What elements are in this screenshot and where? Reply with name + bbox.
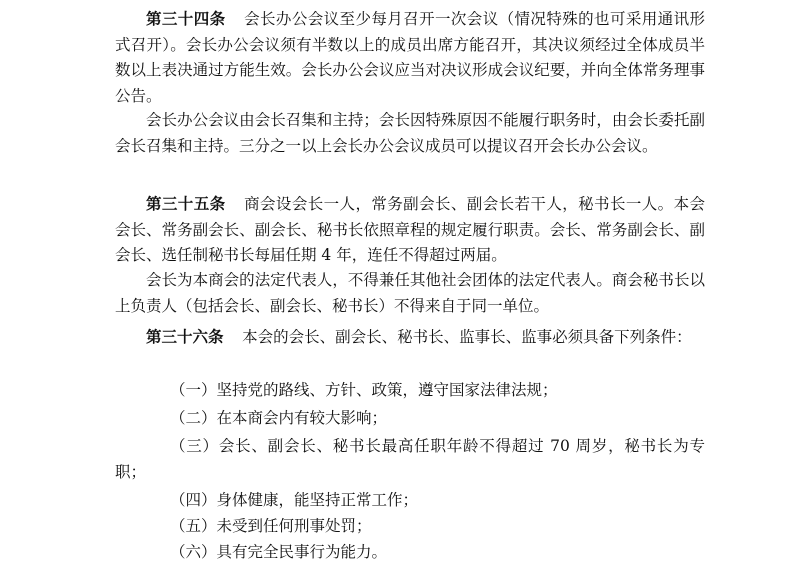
article-36-text-1: 本会的会长、副会长、秘书长、监事长、监事必须具备下列条件： [242,328,692,346]
article-35-text-1: 商会设会长一人，常务副会长、副会长若干人，秘书长一人。本会会长、常务副会长、副会长、秘书长依照章程的规定履行职责。会长、常务副会长、副会长、选任制秘书长每届任期 4 年，连任不得超过两届。 [115,195,705,264]
article-35-text-2: 会长为本商会的法定代表人，不得兼任其他社会团体的法定代表人。商会秘书长以上负责人（包括会长、副会长、秘书长）不得来自于同一单位。 [115,271,705,315]
article-36-item-3 [115,434,705,485]
article-34-paragraph-1 [115,6,705,109]
article-35-paragraph-1 [115,191,705,269]
article-34-heading: 第三十四条 [146,9,226,28]
article-34-text-1: 会长办公会议至少每月召开一次会议（情况特殊的也可采用通讯形式召开）。会长办公会议须有半数以上的成员出席方能召开，其决议须经过全体成员半数以上表决通过方能生效。会长办公会议应当对决议形成会议纪要，并向全体常务理事公告。 [115,10,705,105]
article-36-paragraph-1 [115,324,705,351]
article-36-item-6: （六）具有完全民事行为能力。 [170,543,388,561]
article-36-item-2: （二）在本商会内有较大影响； [170,409,388,427]
article-35-heading: 第三十五条 [146,194,226,213]
article-36-item-4: （四）身体健康，能坚持正常工作； [170,491,419,509]
article-35-paragraph-2 [115,268,705,319]
article-36-item-5: （五）未受到任何刑事处罚； [170,517,372,535]
article-36-item-1: （一）坚持党的路线、方针、政策，遵守国家法律法规； [170,381,558,399]
article-34-paragraph-2 [115,108,705,159]
article-36-item-3-text: （三）会长、副会长、秘书长最高任职年龄不得超过 70 周岁，秘书长为专职； [115,437,705,481]
article-34-text-2: 会长办公会议由会长召集和主持；会长因特殊原因不能履行职务时，由会长委托副会长召集和主持。三分之一以上会长办公会议成员可以提议召开会长办公会议。 [115,111,705,155]
article-36-heading: 第三十六条 [146,327,224,346]
